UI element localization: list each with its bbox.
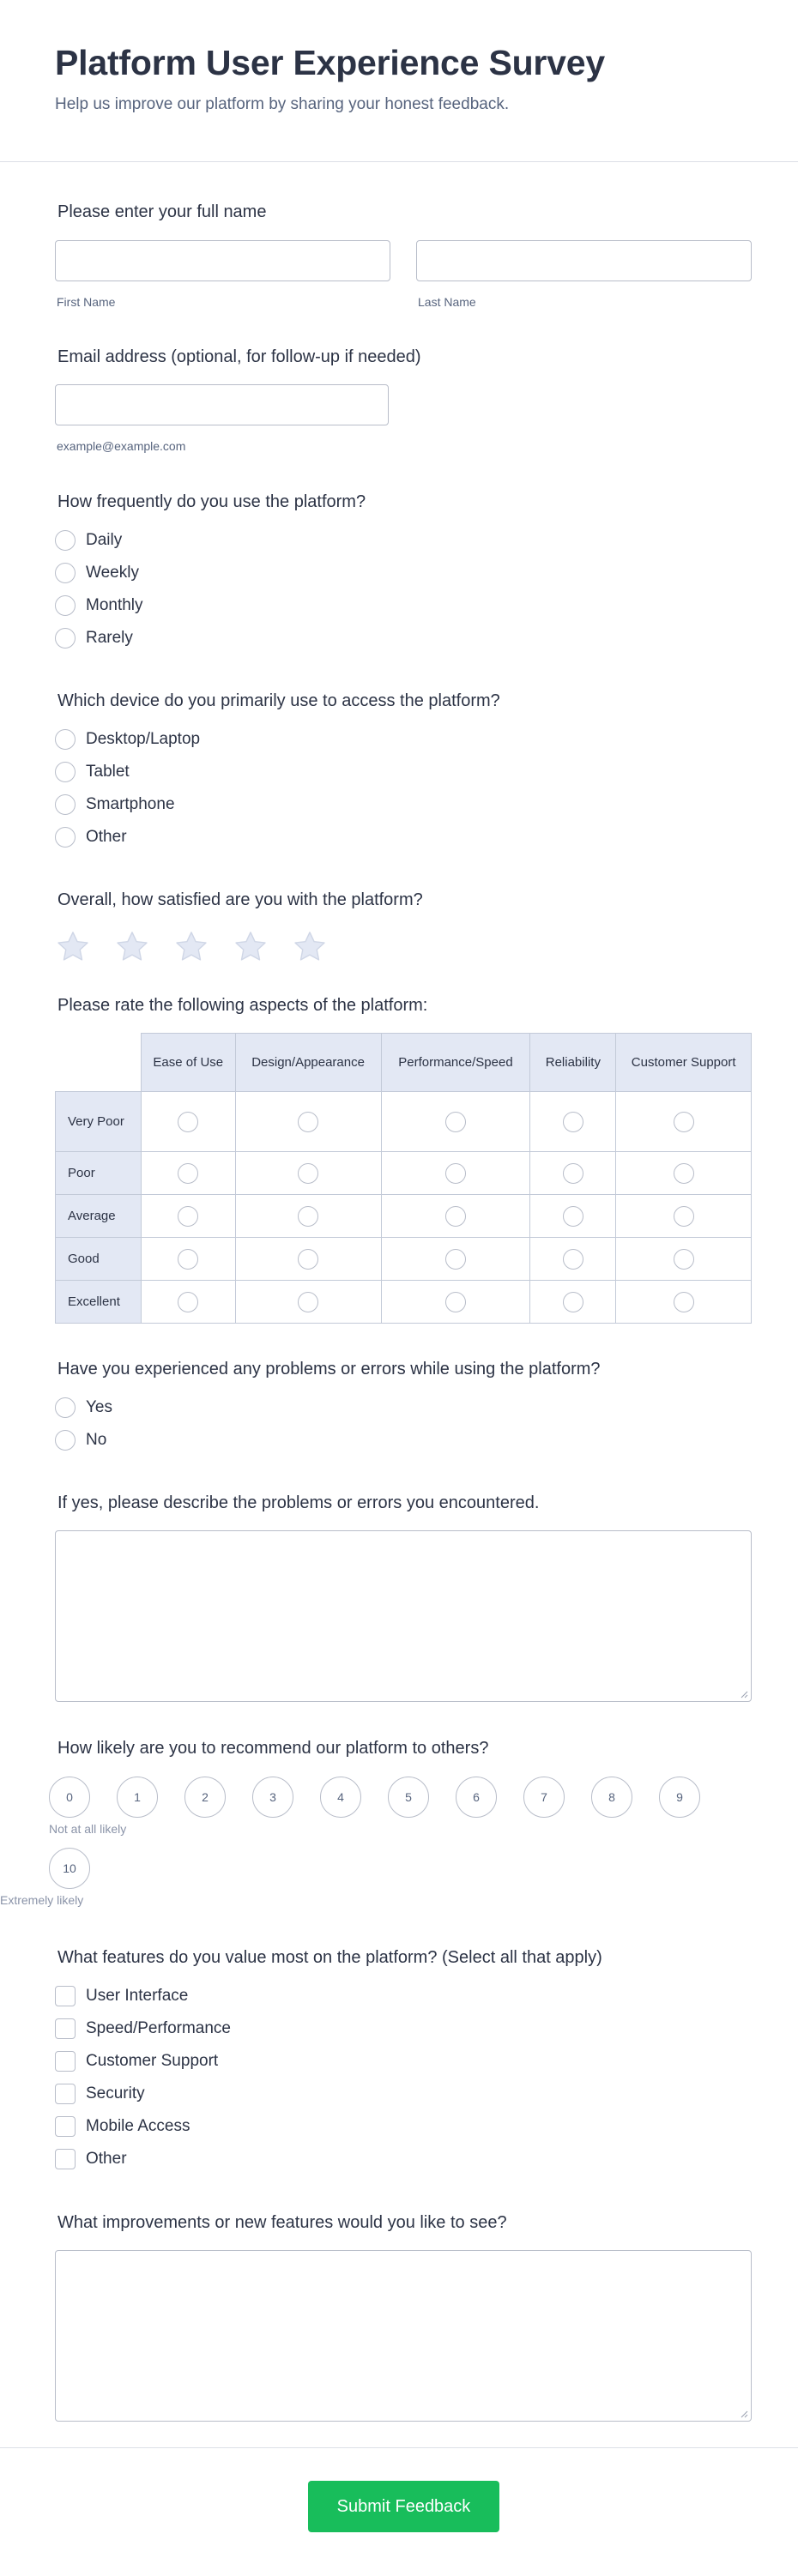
radio-button[interactable] <box>178 1249 198 1270</box>
matrix-cell[interactable] <box>381 1281 530 1324</box>
checkbox[interactable] <box>55 2084 76 2104</box>
radio-button[interactable] <box>298 1292 318 1312</box>
matrix-column-header: Ease of Use <box>141 1034 235 1092</box>
feature-option[interactable] <box>55 2143 752 2175</box>
recommend-question: How likely are you to recommend our platform to others? <box>57 1739 489 1758</box>
feature-option[interactable] <box>55 2012 752 2045</box>
scale-option[interactable]: 7 <box>523 1777 565 1818</box>
radio-button[interactable] <box>563 1249 583 1270</box>
matrix-cell[interactable] <box>381 1195 530 1238</box>
form-title: Platform User Experience Survey <box>55 43 605 82</box>
problems-option[interactable] <box>55 1391 752 1424</box>
first-name-input[interactable] <box>55 240 390 281</box>
matrix-cell[interactable] <box>141 1281 235 1324</box>
matrix-cell[interactable] <box>141 1195 235 1238</box>
matrix-cell[interactable] <box>235 1092 381 1152</box>
matrix-cell[interactable] <box>235 1238 381 1281</box>
matrix-column-header: Customer Support <box>616 1034 752 1092</box>
frequency-option[interactable] <box>55 557 752 589</box>
resize-handle-icon[interactable] <box>740 2410 748 2418</box>
option-label: No <box>86 1431 107 1449</box>
option-label: Weekly <box>86 564 139 582</box>
radio-button[interactable] <box>674 1249 694 1270</box>
radio-button[interactable] <box>178 1163 198 1184</box>
option-label: Customer Support <box>86 2052 219 2070</box>
star-rating <box>55 929 752 965</box>
matrix-row-header: Poor <box>56 1152 142 1195</box>
satisfaction-section <box>55 890 752 965</box>
matrix-row <box>56 1195 752 1238</box>
radio-button[interactable] <box>55 628 76 649</box>
star-icon[interactable] <box>233 929 269 965</box>
email-section <box>55 347 752 367</box>
frequency-option[interactable] <box>55 622 752 655</box>
scale-option[interactable]: 1 <box>117 1777 158 1818</box>
matrix-column-header: Design/Appearance <box>235 1034 381 1092</box>
form-subtitle: Help us improve our platform by sharing your honest feedback. <box>55 95 510 113</box>
problems-section <box>55 1360 752 1457</box>
scale-option[interactable]: 9 <box>659 1777 700 1818</box>
radio-button[interactable] <box>445 1206 466 1227</box>
radio-button[interactable] <box>674 1206 694 1227</box>
matrix-row-header: Average <box>56 1195 142 1238</box>
radio-button[interactable] <box>298 1112 318 1132</box>
feature-option[interactable] <box>55 2078 752 2110</box>
option-label: Desktop/Laptop <box>86 730 201 748</box>
matrix-cell[interactable] <box>530 1195 616 1238</box>
radio-button[interactable] <box>178 1292 198 1312</box>
option-label: Daily <box>86 531 123 549</box>
checkbox[interactable] <box>55 2116 76 2137</box>
option-label: User Interface <box>86 1987 189 2005</box>
checkbox[interactable] <box>55 1986 76 2006</box>
matrix-row <box>56 1281 752 1324</box>
matrix-cell[interactable] <box>235 1195 381 1238</box>
device-option[interactable] <box>55 788 752 821</box>
option-label: Security <box>86 2084 145 2102</box>
scale-option[interactable]: 2 <box>184 1777 226 1818</box>
matrix-row <box>56 1238 752 1281</box>
radio-button[interactable] <box>445 1292 466 1312</box>
radio-button[interactable] <box>55 1397 76 1418</box>
option-label: Smartphone <box>86 795 175 813</box>
problems-option[interactable] <box>55 1424 752 1457</box>
option-label: Mobile Access <box>86 2117 190 2135</box>
option-label: Tablet <box>86 763 130 781</box>
radio-button[interactable] <box>563 1112 583 1132</box>
problem-details-question: If yes, please describe the problems or errors you encountered. <box>57 1493 540 1512</box>
frequency-option[interactable] <box>55 524 752 557</box>
matrix-row <box>56 1152 752 1195</box>
features-section <box>55 1948 752 2175</box>
radio-button[interactable] <box>563 1292 583 1312</box>
radio-button[interactable] <box>55 827 76 848</box>
improvements-section <box>55 2213 752 2233</box>
matrix-column-header: Performance/Speed <box>381 1034 530 1092</box>
matrix-cell[interactable] <box>381 1238 530 1281</box>
option-label: Monthly <box>86 596 143 614</box>
radio-button[interactable] <box>445 1249 466 1270</box>
matrix-cell[interactable] <box>616 1092 752 1152</box>
matrix-column-header: Reliability <box>530 1034 616 1092</box>
improvements-question: What improvements or new features would you like to see? <box>57 2213 507 2232</box>
name-question: Please enter your full name <box>57 202 267 221</box>
matrix-cell[interactable] <box>381 1092 530 1152</box>
problems-question: Have you experienced any problems or errors while using the platform? <box>57 1360 601 1378</box>
radio-button[interactable] <box>55 794 76 815</box>
matrix-row <box>56 1092 752 1152</box>
scale-option[interactable]: 8 <box>591 1777 632 1818</box>
matrix-cell[interactable] <box>530 1281 616 1324</box>
scale-option[interactable]: 3 <box>252 1777 293 1818</box>
matrix-cell[interactable] <box>616 1195 752 1238</box>
features-question: What features do you value most on the platform? (Select all that apply) <box>57 1948 602 1967</box>
matrix-cell[interactable] <box>616 1281 752 1324</box>
problem-details-section <box>55 1493 752 1513</box>
radio-button[interactable] <box>674 1112 694 1132</box>
checkbox[interactable] <box>55 2149 76 2169</box>
radio-button[interactable] <box>563 1206 583 1227</box>
star-icon[interactable] <box>114 929 150 965</box>
option-label: Speed/Performance <box>86 2019 231 2037</box>
frequency-section <box>55 492 752 655</box>
option-label: Other <box>86 828 127 846</box>
star-icon[interactable] <box>173 929 209 965</box>
radio-button[interactable] <box>178 1112 198 1132</box>
radio-button[interactable] <box>445 1163 466 1184</box>
radio-button[interactable] <box>298 1249 318 1270</box>
matrix-cell[interactable] <box>381 1152 530 1195</box>
satisfaction-question: Overall, how satisfied are you with the platform? <box>57 890 423 909</box>
radio-button[interactable] <box>55 1430 76 1451</box>
scale-option[interactable]: 4 <box>320 1777 361 1818</box>
improvements-textarea[interactable] <box>55 2250 752 2422</box>
matrix-cell[interactable] <box>616 1152 752 1195</box>
scale-option[interactable]: 5 <box>388 1777 429 1818</box>
matrix-cell[interactable] <box>530 1152 616 1195</box>
scale-high-caption: Extremely likely <box>0 1893 84 1907</box>
problem-details-textarea[interactable] <box>55 1530 752 1702</box>
matrix-cell[interactable] <box>530 1092 616 1152</box>
feature-option[interactable] <box>55 2110 752 2143</box>
feature-option[interactable] <box>55 2045 752 2078</box>
device-question: Which device do you primarily use to access the platform? <box>57 691 500 710</box>
radio-button[interactable] <box>298 1163 318 1184</box>
checkbox[interactable] <box>55 2018 76 2039</box>
scale-option[interactable]: 10 <box>49 1848 90 1889</box>
name-section <box>55 202 752 222</box>
matrix-cell[interactable] <box>235 1152 381 1195</box>
radio-button[interactable] <box>674 1292 694 1312</box>
radio-button[interactable] <box>298 1206 318 1227</box>
radio-button[interactable] <box>178 1206 198 1227</box>
matrix-cell[interactable] <box>530 1238 616 1281</box>
matrix-question: Please rate the following aspects of the platform: <box>57 996 428 1015</box>
scale-option[interactable]: 0 <box>49 1777 90 1818</box>
radio-button[interactable] <box>445 1112 466 1132</box>
matrix-row-header: Very Poor <box>56 1092 142 1152</box>
form-header <box>0 0 798 162</box>
option-label: Rarely <box>86 629 133 647</box>
submit-button[interactable]: Submit Feedback <box>308 2481 499 2532</box>
matrix-cell[interactable] <box>616 1238 752 1281</box>
email-input[interactable] <box>55 384 389 425</box>
email-question: Email address (optional, for follow-up if needed) <box>57 347 421 366</box>
email-sublabel: example@example.com <box>57 439 186 453</box>
rating-matrix <box>55 1033 752 1324</box>
star-icon[interactable] <box>292 929 328 965</box>
radio-button[interactable] <box>563 1163 583 1184</box>
option-label: Yes <box>86 1398 112 1416</box>
last-name-input[interactable] <box>416 240 752 281</box>
radio-button[interactable] <box>55 530 76 551</box>
matrix-row-header: Good <box>56 1238 142 1281</box>
matrix-corner <box>56 1034 142 1092</box>
checkbox[interactable] <box>55 2051 76 2072</box>
radio-button[interactable] <box>55 595 76 616</box>
device-option[interactable] <box>55 821 752 854</box>
first-name-sublabel: First Name <box>57 295 116 309</box>
last-name-sublabel: Last Name <box>418 295 476 309</box>
scale-low-caption: Not at all likely <box>49 1822 127 1836</box>
option-label: Other <box>86 2150 127 2168</box>
star-icon[interactable] <box>55 929 91 965</box>
matrix-section <box>55 996 752 1016</box>
matrix-row-header: Excellent <box>56 1281 142 1324</box>
matrix-cell[interactable] <box>141 1152 235 1195</box>
radio-button[interactable] <box>674 1163 694 1184</box>
feature-option[interactable] <box>55 1980 752 2012</box>
device-section <box>55 691 752 854</box>
frequency-question: How frequently do you use the platform? <box>57 492 366 511</box>
frequency-option[interactable] <box>55 589 752 622</box>
device-option[interactable] <box>55 723 752 756</box>
radio-button[interactable] <box>55 563 76 583</box>
matrix-cell[interactable] <box>235 1281 381 1324</box>
matrix-cell[interactable] <box>141 1092 235 1152</box>
matrix-cell[interactable] <box>141 1238 235 1281</box>
radio-button[interactable] <box>55 762 76 782</box>
recommend-section <box>55 1739 752 1759</box>
device-option[interactable] <box>55 756 752 788</box>
scale-option[interactable]: 6 <box>456 1777 497 1818</box>
resize-handle-icon[interactable] <box>740 1690 748 1698</box>
radio-button[interactable] <box>55 729 76 750</box>
